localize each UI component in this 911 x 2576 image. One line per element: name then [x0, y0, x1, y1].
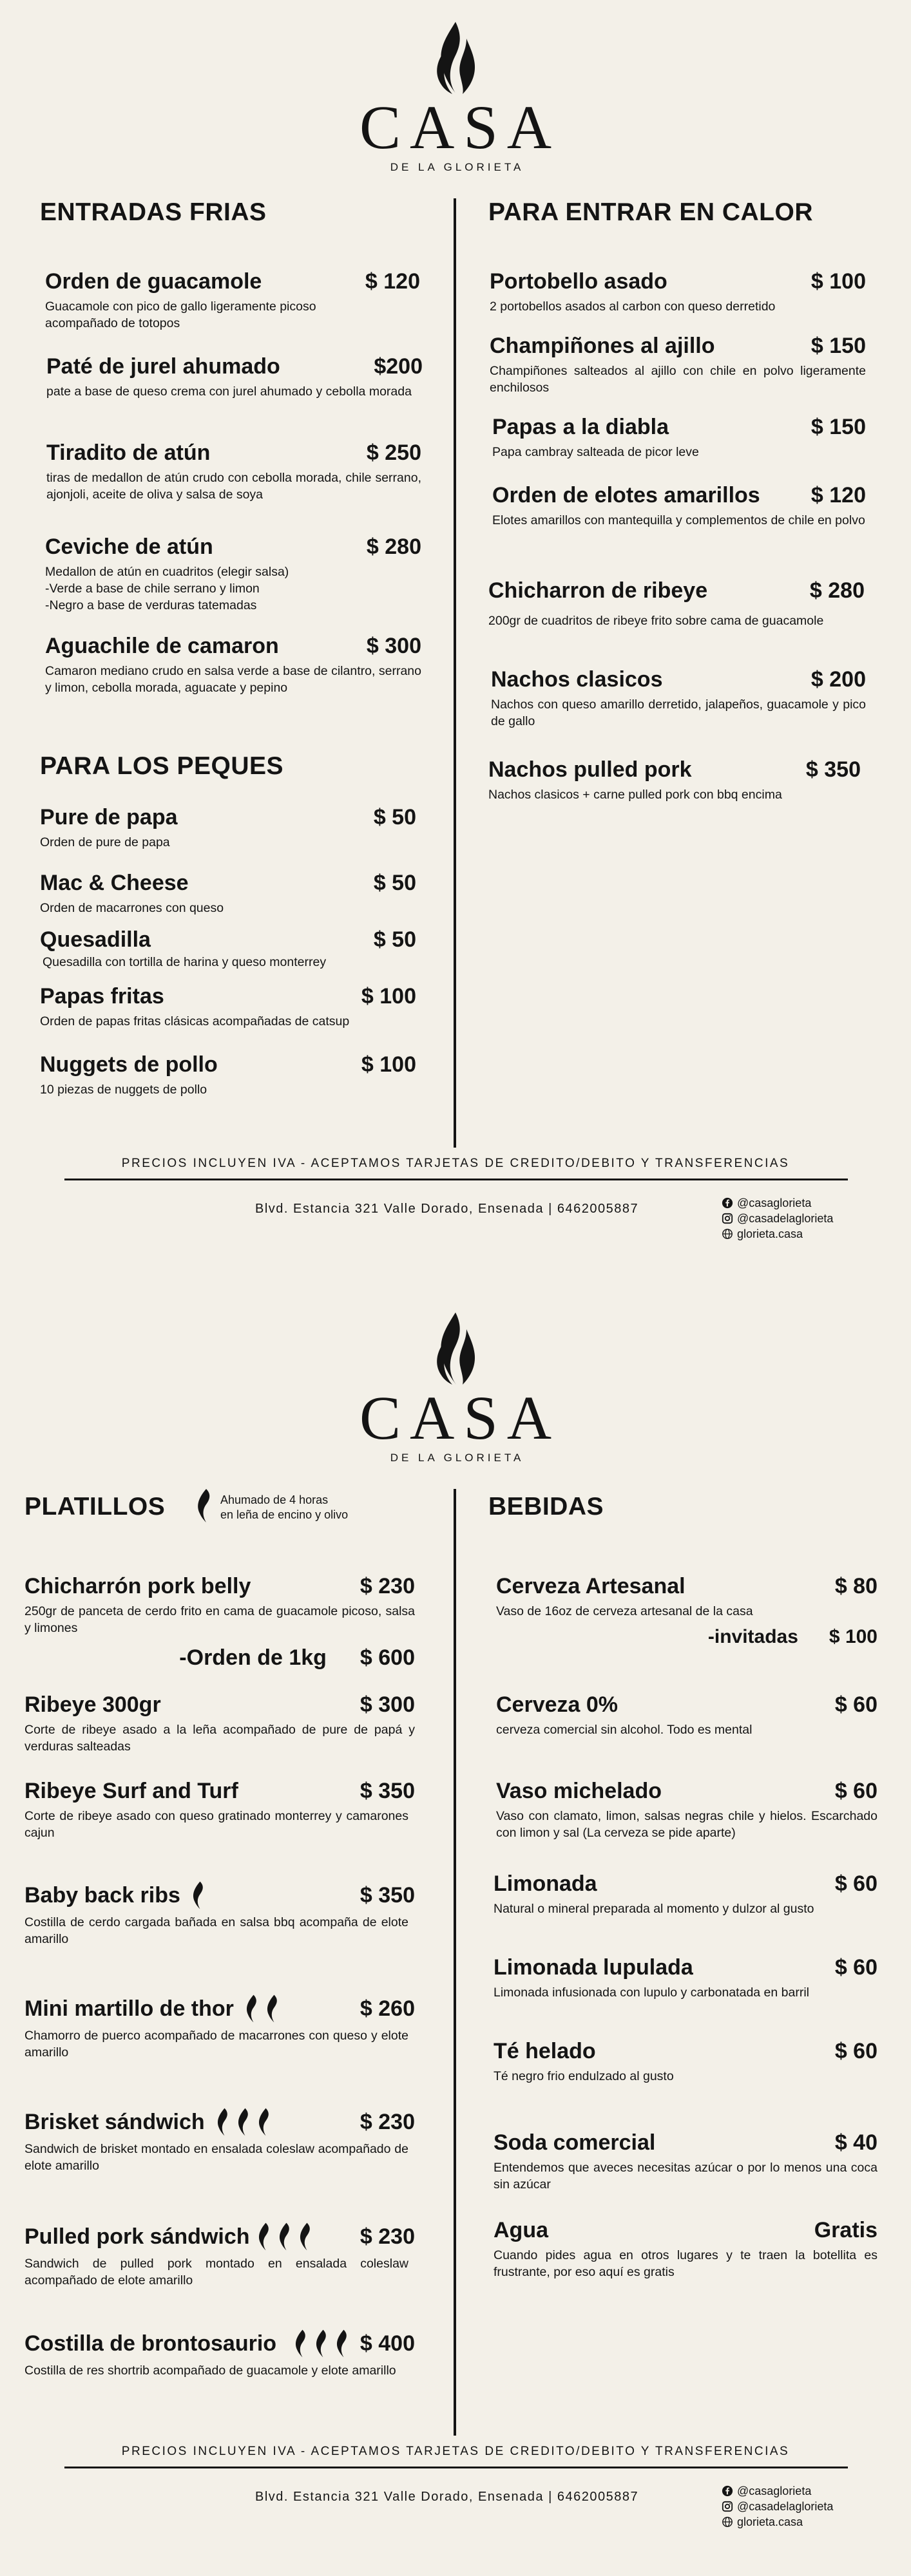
item-price: $ 250 [366, 440, 421, 465]
item-description: Orden de macarrones con queso [40, 901, 224, 915]
item-name: Nachos clasicos [491, 667, 663, 692]
item-price: $ 400 [360, 2331, 415, 2356]
menu-item [45, 634, 421, 696]
item-name: Brisket sándwich [24, 2109, 205, 2134]
footer-note: PRECIOS INCLUYEN IVA - ACEPTAMOS TARJETAS DE CREDITO/DEBITO Y TRANSFERENCIAS [121, 1157, 790, 1170]
menu-item [24, 2107, 415, 2174]
menu-item [45, 269, 420, 332]
smoke-icon [214, 2107, 232, 2137]
smoke-icon [333, 2329, 351, 2358]
menu-item [490, 334, 866, 396]
section-title-platillos: PLATILLOS [24, 1493, 166, 1520]
item-name: Chicharrón pork belly [24, 1574, 251, 1598]
item-name: Ceviche de atún [45, 535, 213, 559]
item-description [45, 564, 421, 614]
smoke-icon [243, 1994, 261, 2023]
menu-item [488, 757, 861, 803]
menu-item [24, 1779, 415, 1841]
smoke-icon [276, 2222, 294, 2251]
menu-item [24, 1574, 415, 1671]
section-title-entradas-frias: ENTRADAS FRIAS [40, 198, 267, 226]
menu-item [45, 535, 421, 614]
smoke-icon [189, 1880, 207, 1910]
brand-name: CASA [359, 93, 561, 162]
item-name: Chicharron de ribeye [488, 578, 708, 603]
item-price: $ 100 [810, 269, 866, 294]
item-price: $ 60 [834, 1871, 877, 1896]
item-name: Portobello asado [490, 269, 667, 294]
item-price: Gratis [814, 2218, 877, 2242]
item-price: $ 200 [810, 667, 866, 692]
menu-item [24, 2222, 415, 2289]
item-description: Quesadilla con tortilla de harina y queso monterrey [43, 955, 327, 969]
instagram-handle: @casadelaglorieta [737, 2500, 834, 2513]
smoke-icon [255, 2107, 273, 2137]
item-description: Nachos clasicos + carne pulled pork con bbq encima [488, 788, 782, 802]
item-name: Baby back ribs [24, 1882, 180, 1908]
item-price: $ 350 [805, 757, 861, 782]
item-description: tiras de medallon de atún crudo con cebolla morada, chile serrano, ajonjoli, aceite de oliva y salsa de soya [46, 471, 421, 502]
footer-note: PRECIOS INCLUYEN IVA - ACEPTAMOS TARJETAS DE CREDITO/DEBITO Y TRANSFERENCIAS [121, 2445, 790, 2458]
item-name: Champiñones al ajillo [490, 334, 715, 358]
menu-item [491, 667, 866, 730]
menu-item [494, 2130, 877, 2193]
item-price: $ 120 [810, 483, 866, 507]
menu-item [24, 2329, 415, 2379]
item-description: Natural o mineral preparada al momento y dulzor al gusto [494, 1902, 814, 1916]
item-name: Aguachile de camaron [45, 634, 279, 658]
website-link[interactable] [722, 1226, 833, 1242]
menu-item [494, 1955, 877, 2001]
menu-item [46, 354, 423, 400]
footer-divider [64, 2467, 848, 2468]
item-extra-price: $ 100 [829, 1626, 877, 1647]
item-description: 200gr de cuadritos de ribeye frito sobre cama de guacamole [488, 614, 824, 628]
menu-item [24, 1880, 415, 1947]
footer-divider [64, 1179, 848, 1180]
description-line: -Verde a base de chile serrano y limon [45, 582, 260, 596]
website-url: glorieta.casa [737, 1227, 803, 1240]
item-price: $ 150 [810, 415, 866, 439]
item-name: Costilla de brontosaurio [24, 2331, 277, 2356]
item-name: Orden de elotes amarillos [492, 483, 760, 507]
item-description: Sandwich de pulled pork montado en ensalada coleslaw acompañado de elote amarillo [24, 2257, 408, 2287]
note-line: Ahumado de 4 horas [220, 1493, 329, 1506]
item-price: $ 100 [361, 984, 416, 1009]
item-price: $ 300 [360, 1692, 415, 1717]
facebook-handle: @casaglorieta [737, 1197, 812, 1209]
instagram-icon [722, 1213, 733, 1224]
description-line: Medallon de atún en cuadritos (elegir salsa) [45, 565, 289, 579]
menu-item [494, 2218, 877, 2280]
item-name: Cerveza Artesanal [496, 1574, 686, 1598]
column-divider [454, 1489, 456, 2436]
social-links [722, 1195, 833, 1242]
item-name: Limonada [494, 1871, 597, 1896]
item-description: Papa cambray salteada de picor leve [492, 445, 699, 459]
item-name: Mac & Cheese [40, 871, 189, 895]
item-description: Orden de pure de papa [40, 835, 170, 849]
item-price: $ 280 [809, 578, 865, 603]
column-divider [454, 198, 456, 1148]
item-name: Pulled pork sándwich [24, 2224, 250, 2249]
item-price: $ 120 [365, 269, 420, 294]
item-price: $ 50 [373, 927, 416, 952]
facebook-icon [722, 1197, 733, 1209]
item-description: Limonada infusionada con lupulo y carbonatada en barril [494, 1985, 810, 2000]
item-description: Entendemos que aveces necesitas azúcar o por lo menos una coca sin azúcar [494, 2161, 877, 2192]
item-price: $ 230 [360, 2224, 415, 2249]
menu-item [496, 1692, 877, 1738]
item-name: Tiradito de atún [46, 440, 211, 465]
menu-item [24, 1692, 415, 1755]
item-price: $ 280 [366, 535, 421, 559]
menu-page-2 [0, 1288, 911, 2576]
item-extra-label: -Orden de 1kg [179, 1645, 327, 1670]
menu-item [496, 1779, 877, 1841]
item-price: $ 40 [834, 2130, 877, 2155]
item-description: Té negro frio endulzado al gusto [494, 2069, 674, 2083]
item-name: Ribeye Surf and Turf [24, 1779, 238, 1803]
item-name: Quesadilla [40, 927, 151, 952]
address: Blvd. Estancia 321 Valle Dorado, Ensenada | 6462005887 [255, 2490, 639, 2504]
instagram-icon [722, 2501, 733, 2512]
facebook-handle: @casaglorieta [737, 2485, 812, 2497]
item-price: $ 50 [373, 805, 416, 829]
item-name: Nuggets de pollo [40, 1052, 218, 1077]
flame-icon [427, 19, 484, 97]
item-name: Ribeye 300gr [24, 1692, 161, 1717]
item-description: Sandwich de brisket montado en ensalada coleslaw acompañado de elote amarillo [24, 2142, 408, 2173]
item-description: Champiñones salteados al ajillo con chile en polvo ligeramente enchilosos [490, 364, 866, 395]
item-description: Corte de ribeye asado con queso gratinado monterrey y camarones cajun [24, 1809, 408, 1840]
item-name: Papas a la diabla [492, 415, 669, 439]
smoke-icon [193, 1488, 215, 1524]
smoke-icon [312, 2329, 331, 2358]
social-links [722, 2483, 833, 2530]
item-description: Vaso de 16oz de cerveza artesanal de la casa [496, 1604, 753, 1618]
item-name: Vaso michelado [496, 1779, 662, 1803]
item-description: Vaso con clamato, limon, salsas negras chile y hielos. Escarchado con limon y sal (La cerveza se pide aparte) [496, 1809, 877, 1840]
brand-subtitle: DE LA GLORIETA [390, 161, 524, 173]
item-description: Chamorro de puerco acompañado de macarrones con queso y elote amarillo [24, 2029, 408, 2060]
website-link[interactable] [722, 2514, 833, 2530]
menu-item [490, 269, 866, 315]
menu-item [46, 440, 421, 503]
address: Blvd. Estancia 321 Valle Dorado, Ensenada | 6462005887 [255, 1202, 639, 1216]
item-description: 250gr de panceta de cerdo frito en cama de guacamole picoso, salsa y limones [24, 1604, 415, 1635]
smoke-icon [292, 2329, 310, 2358]
brand-name: CASA [359, 1383, 561, 1452]
item-description: Orden de papas fritas clásicas acompañadas de catsup [40, 1014, 350, 1028]
item-price: $ 60 [834, 1779, 877, 1803]
smoke-icon [235, 2107, 253, 2137]
item-price: $ 230 [360, 1574, 415, 1598]
menu-item [24, 1994, 415, 2061]
item-description: cerveza comercial sin alcohol. Todo es mental [496, 1723, 753, 1737]
item-price: $200 [374, 354, 423, 379]
smoke-icon [296, 2222, 314, 2251]
item-description: Nachos con queso amarillo derretido, jalapeños, guacamole y pico de gallo [491, 697, 866, 728]
item-description: Camaron mediano crudo en salsa verde a base de cilantro, serrano y limon, cebolla morada, aguacate y pepino [45, 664, 421, 695]
menu-item [40, 871, 416, 916]
menu-item [40, 927, 416, 971]
item-description: Costilla de res shortrib acompañado de guacamole y elote amarillo [24, 2363, 396, 2378]
brand-subtitle: DE LA GLORIETA [390, 1452, 524, 1464]
item-price: $ 60 [834, 1692, 877, 1717]
website-url: glorieta.casa [737, 2515, 803, 2528]
instagram-link[interactable] [722, 2499, 833, 2514]
menu-item [494, 2039, 877, 2085]
instagram-link[interactable] [722, 1211, 833, 1226]
menu-item [494, 1871, 877, 1917]
menu-item [496, 1574, 877, 1648]
facebook-link[interactable] [722, 2483, 833, 2499]
item-extra-label: -invitadas [707, 1626, 798, 1647]
item-price: $ 300 [366, 634, 421, 658]
item-name: Papas fritas [40, 984, 164, 1009]
logo [0, 19, 911, 174]
item-price: $ 60 [834, 2039, 877, 2063]
item-price: $ 260 [360, 1996, 415, 2021]
item-name: Té helado [494, 2039, 596, 2063]
menu-item [492, 483, 866, 529]
item-price: $ 230 [360, 2109, 415, 2134]
item-name: Paté de jurel ahumado [46, 354, 280, 379]
item-description: pate a base de queso crema con jurel ahumado y cebolla morada [46, 384, 412, 399]
item-extra-price: $ 600 [360, 1645, 415, 1670]
item-name: Limonada lupulada [494, 1955, 693, 1980]
item-description: Cuando pides agua en otros lugares y te traen la botellita es frustrante, por eso aquí es gratis [494, 2248, 877, 2279]
section-title-peques: PARA LOS PEQUES [40, 752, 284, 780]
item-name: Mini martillo de thor [24, 1996, 234, 2021]
section-title-bebidas: BEBIDAS [488, 1493, 604, 1520]
item-price: $ 150 [810, 334, 866, 358]
item-name: Pure de papa [40, 805, 178, 829]
item-description: 2 portobellos asados al carbon con queso derretido [490, 299, 776, 314]
smoke-icon [255, 2222, 273, 2251]
flame-icon [427, 1310, 484, 1387]
item-price: $ 100 [361, 1052, 416, 1077]
facebook-link[interactable] [722, 1195, 833, 1211]
facebook-icon [722, 2485, 733, 2497]
item-price: $ 80 [834, 1574, 877, 1598]
menu-item [40, 984, 416, 1030]
item-price: $ 350 [360, 1779, 415, 1803]
item-price: $ 350 [360, 1882, 415, 1908]
item-name: Cerveza 0% [496, 1692, 619, 1717]
item-description: Costilla de cerdo cargada bañada en salsa bbq acompaña de elote amarillo [24, 1915, 408, 1946]
menu-item [40, 1052, 416, 1098]
item-price: $ 50 [373, 871, 416, 895]
item-name: Soda comercial [494, 2130, 656, 2155]
item-price: $ 60 [834, 1955, 877, 1980]
menu-item [488, 578, 865, 629]
item-description: 10 piezas de nuggets de pollo [40, 1083, 207, 1097]
item-name: Agua [494, 2218, 548, 2242]
smoke-icon [264, 1994, 282, 2023]
globe-icon [722, 1228, 733, 1240]
item-name: Orden de guacamole [45, 269, 262, 294]
instagram-handle: @casadelaglorieta [737, 1212, 834, 1225]
section-title-calor: PARA ENTRAR EN CALOR [488, 198, 813, 226]
smoke-note [220, 1493, 348, 1522]
description-line: -Negro a base de verduras tatemadas [45, 598, 257, 612]
item-description: Guacamole con pico de gallo ligeramente picoso acompañado de totopos [45, 299, 316, 330]
item-description: Elotes amarillos con mantequilla y complementos de chile en polvo [492, 513, 865, 527]
globe-icon [722, 2516, 733, 2528]
item-name: Nachos pulled pork [488, 757, 692, 782]
item-description: Corte de ribeye asado a la leña acompañado de pure de papá y verduras salteadas [24, 1723, 415, 1754]
menu-item [492, 415, 866, 460]
note-line: en leña de encino y olivo [220, 1508, 349, 1521]
logo [0, 1310, 911, 1464]
menu-item [40, 805, 416, 851]
